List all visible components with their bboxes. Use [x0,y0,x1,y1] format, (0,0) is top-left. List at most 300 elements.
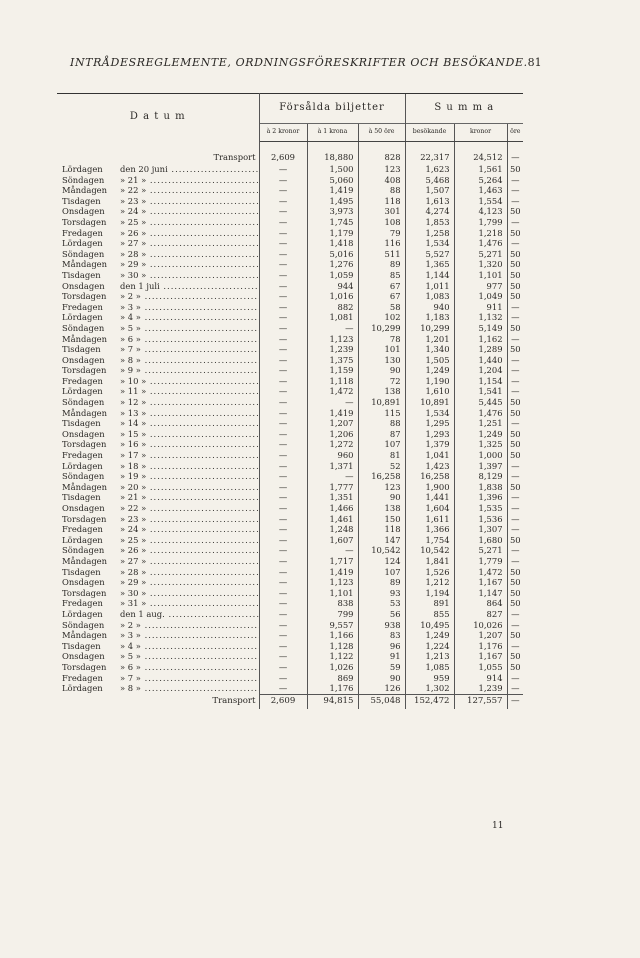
cell-1-krona: — [307,471,358,482]
cell-1-krona: 944 [307,281,358,292]
cell-kronor: 1,154 [454,376,507,387]
col-header-sold-tickets: Försålda biljetter [259,94,405,124]
weekday: Måndagen [62,333,108,344]
cell-50-ore: 938 [358,620,405,631]
cell-2-kronor: — [259,545,307,556]
table-row [57,556,523,567]
date-label: den 1 juli ..... [120,281,259,291]
cell-50-ore: 52 [358,461,405,472]
cell-kronor: 1,680 [454,535,507,546]
cell-2-kronor: — [259,355,307,366]
cell-kronor: 1,167 [454,577,507,588]
cell-kronor: 977 [454,281,507,292]
cell-visitors: 1,340 [405,344,454,355]
date-label: » 16 » ..... [120,439,259,449]
cell-visitors: 1,183 [405,312,454,323]
cell-1-krona: 1,472 [307,386,358,397]
weekday: Tisdagen [62,640,101,651]
cell-50-ore: 88 [358,418,405,429]
cell-1-krona: 960 [307,450,358,461]
date-cell [57,334,259,345]
cell-1-krona: 1,375 [307,355,358,366]
date-label: » 11 » ..... [120,386,259,396]
cell-kronor: 5,271 [454,545,507,556]
cell-visitors: 5,468 [405,175,454,186]
date-label: » 8 » ..... [120,683,259,693]
cell-1-krona: 5,016 [307,249,358,260]
table-row [57,281,523,292]
cell-2-kronor: — [259,598,307,609]
cell-ore: 50 [507,259,523,270]
cell-1-krona: 1,166 [307,630,358,641]
cell-kronor: 1,476 [454,408,507,419]
date-label: » 30 » ..... [120,588,259,598]
visitor-table [57,93,523,709]
cell-visitors: 5,527 [405,249,454,260]
cell-50-ore: 147 [358,535,405,546]
cell-ore: — [507,620,523,631]
weekday: Fredagen [62,227,103,238]
table-row [57,397,523,408]
cell-50-ore: 126 [358,683,405,694]
cell-1-krona: 1,206 [307,429,358,440]
cell-1-krona: 1,419 [307,408,358,419]
weekday: Tisdagen [62,492,101,503]
cell-2-kronor: — [259,450,307,461]
date-cell [57,291,259,302]
cell-kronor: 1,307 [454,524,507,535]
cell-visitors: 1,295 [405,418,454,429]
cell-1-krona: 1,276 [307,259,358,270]
cell-kronor: 1,535 [454,503,507,514]
col-header-datum: D a t u m [57,94,259,142]
weekday: Måndagen [62,259,108,270]
transport-label: Transport [57,150,259,164]
date-cell [57,673,259,684]
cell-visitors: 16,258 [405,471,454,482]
weekday: Lördagen [62,534,103,545]
cell-50-ore: 10,891 [358,397,405,408]
table-row [57,492,523,503]
table-row [57,651,523,662]
date-label: » 23 » ..... [120,196,259,206]
date-label: » 20 » ..... [120,482,259,492]
date-cell [57,355,259,366]
cell-ore: — [507,376,523,387]
date-label: » 21 » ..... [120,492,259,502]
cell-2-kronor: — [259,228,307,239]
date-label: » 17 » ..... [120,450,259,460]
cell-2-kronor: — [259,270,307,281]
cell-ore: — [507,609,523,620]
cell-kronor: 827 [454,609,507,620]
date-cell [57,270,259,281]
page-number: 81 [527,56,542,69]
cell-kronor: 1,249 [454,429,507,440]
cell-1-krona: 882 [307,302,358,313]
date-cell [57,567,259,578]
weekday: Måndagen [62,481,108,492]
date-label: » 29 » ..... [120,577,259,587]
cell-2-kronor: — [259,386,307,397]
date-label: » 5 » ..... [120,651,259,661]
cell-visitors: 1,366 [405,524,454,535]
cell-2-kronor: — [259,185,307,196]
table-row [57,228,523,239]
date-cell [57,376,259,387]
cell-kronor: 914 [454,673,507,684]
date-cell [57,281,259,292]
cell-2-kronor: — [259,651,307,662]
table-row [57,344,523,355]
cell-ore: 50 [507,482,523,493]
cell-1-krona: 1,461 [307,514,358,525]
cell-50-ore: 16,258 [358,471,405,482]
date-cell [57,344,259,355]
cell-2-kronor: — [259,471,307,482]
weekday: Tisdagen [62,566,101,577]
cell-2-kronor: — [259,323,307,334]
cell-50-ore: 90 [358,673,405,684]
date-cell [57,429,259,440]
cell-1-krona: 1,123 [307,577,358,588]
cell-2-kronor: — [259,588,307,599]
date-cell [57,206,259,217]
cell-kronor: 911 [454,302,507,313]
cell-kronor: 4,123 [454,206,507,217]
cell-visitors: 1,249 [405,630,454,641]
cell-2-kronor: — [259,429,307,440]
cell-ore: 50 [507,281,523,292]
cell-visitors: 1,507 [405,185,454,196]
cell-ore: — [507,461,523,472]
cell-50-ore: 123 [358,164,405,175]
date-cell [57,620,259,631]
weekday: Torsdagen [62,661,107,672]
cell-50-ore: 72 [358,376,405,387]
weekday: Måndagen [62,407,108,418]
cell-1-krona: 838 [307,598,358,609]
date-cell [57,588,259,599]
cell-ore: — [507,418,523,429]
cell-visitors: 1,610 [405,386,454,397]
cell-ore: — [507,641,523,652]
cell-ore: 50 [507,567,523,578]
cell-ore: 50 [507,270,523,281]
date-cell [57,164,259,175]
cell-kronor: 127,557 [454,694,507,709]
cell-50-ore: 10,299 [358,323,405,334]
weekday: Söndagen [62,248,105,259]
cell-50-ore: 96 [358,641,405,652]
weekday: Torsdagen [62,365,107,376]
cell-1-krona: 869 [307,673,358,684]
weekday: Torsdagen [62,216,107,227]
cell-1-krona: 1,745 [307,217,358,228]
date-label: » 5 » ..... [120,323,259,333]
cell-visitors: 1,611 [405,514,454,525]
cell-1-krona: 1,179 [307,228,358,239]
cell-50-ore: 93 [358,588,405,599]
date-cell [57,545,259,556]
cell-50-ore: 81 [358,450,405,461]
cell-1-krona: 1,777 [307,482,358,493]
cell-ore: — [507,492,523,503]
cell-ore: 50 [507,429,523,440]
cell-kronor: 5,271 [454,249,507,260]
cell-1-krona: 1,059 [307,270,358,281]
table-row [57,312,523,323]
cell-ore: — [507,302,523,313]
cell-ore: — [507,503,523,514]
cell-ore: 50 [507,535,523,546]
date-cell [57,471,259,482]
weekday: Söndagen [62,471,105,482]
cell-visitors: 1,534 [405,408,454,419]
cell-2-kronor: — [259,673,307,684]
table-row [57,418,523,429]
date-label: den 20 juni ..... [120,164,259,174]
table-row [57,206,523,217]
date-cell [57,482,259,493]
cell-50-ore: 88 [358,185,405,196]
cell-kronor: 1,440 [454,355,507,366]
date-label: » 27 » ..... [120,238,259,248]
cell-1-krona: 1,419 [307,185,358,196]
cell-kronor: 1,049 [454,291,507,302]
cell-visitors: 1,534 [405,238,454,249]
date-label: » 26 » ..... [120,545,259,555]
date-cell [57,418,259,429]
date-label: » 8 » ..... [120,355,259,365]
cell-ore: — [507,334,523,345]
cell-1-krona: 1,081 [307,312,358,323]
cell-2-kronor: — [259,196,307,207]
cell-kronor: 1,396 [454,492,507,503]
cell-visitors: 10,542 [405,545,454,556]
weekday: Måndagen [62,185,108,196]
date-label: » 4 » ..... [120,641,259,651]
cell-kronor: 1,167 [454,651,507,662]
cell-2-kronor: — [259,662,307,673]
cell-50-ore: 108 [358,217,405,228]
date-cell [57,259,259,270]
table-row [57,567,523,578]
cell-1-krona: 1,118 [307,376,358,387]
cell-ore: — [507,185,523,196]
cell-visitors: 1,302 [405,683,454,694]
date-label: » 6 » ..... [120,334,259,344]
date-label: » 29 » ..... [120,259,259,269]
date-cell [57,514,259,525]
cell-ore: 50 [507,577,523,588]
date-label: » 28 » ..... [120,567,259,577]
cell-2-kronor: — [259,641,307,652]
cell-2-kronor: — [259,503,307,514]
cell-kronor: 1,218 [454,228,507,239]
cell-visitors: 10,891 [405,397,454,408]
cell-kronor: 1,463 [454,185,507,196]
cell-2-kronor: — [259,376,307,387]
cell-kronor: 1,536 [454,514,507,525]
cell-ore: — [507,238,523,249]
cell-visitors: 1,841 [405,556,454,567]
cell-50-ore: 116 [358,238,405,249]
cell-ore: — [507,312,523,323]
cell-1-krona: 94,815 [307,694,358,709]
cell-50-ore: 90 [358,492,405,503]
cell-visitors: 10,495 [405,620,454,631]
cell-ore: — [507,514,523,525]
date-label: den 1 aug. ..... [120,609,259,619]
table-row [57,355,523,366]
cell-kronor: 1,472 [454,567,507,578]
cell-50-ore: 67 [358,291,405,302]
date-label: » 2 » ..... [120,291,259,301]
cell-1-krona: 18,880 [307,150,358,164]
cell-2-kronor: — [259,514,307,525]
cell-ore: 50 [507,651,523,662]
cell-1-krona: 9,557 [307,620,358,631]
table-row [57,609,523,620]
cell-50-ore: 102 [358,312,405,323]
cell-ore: — [507,217,523,228]
cell-2-kronor: — [259,344,307,355]
cell-2-kronor: — [259,524,307,535]
cell-visitors: 4,274 [405,206,454,217]
date-label: » 25 » ..... [120,217,259,227]
date-cell [57,662,259,673]
cell-1-krona: 3,973 [307,206,358,217]
cell-ore: 50 [507,408,523,419]
weekday: Torsdagen [62,439,107,450]
cell-50-ore: 59 [358,662,405,673]
cell-2-kronor: — [259,249,307,260]
date-label: » 31 » ..... [120,598,259,608]
cell-ore: 50 [507,291,523,302]
cell-50-ore: 138 [358,503,405,514]
weekday: Onsdagen [62,428,105,439]
cell-visitors: 1,900 [405,482,454,493]
cell-visitors: 1,505 [405,355,454,366]
weekday: Söndagen [62,397,105,408]
date-cell [57,175,259,186]
date-label: » 10 » ..... [120,376,259,386]
cell-kronor: 1,176 [454,641,507,652]
transport-label: Transport [57,694,259,709]
date-label: » 24 » ..... [120,524,259,534]
weekday: Fredagen [62,598,103,609]
date-label: » 18 » ..... [120,461,259,471]
weekday: Fredagen [62,524,103,535]
cell-visitors: 152,472 [405,694,454,709]
cell-2-kronor: — [259,620,307,631]
cell-2-kronor: — [259,492,307,503]
cell-50-ore: 53 [358,598,405,609]
cell-visitors: 1,011 [405,281,454,292]
cell-2-kronor: 2,609 [259,150,307,164]
date-cell [57,228,259,239]
date-cell [57,535,259,546]
cell-visitors: 855 [405,609,454,620]
cell-2-kronor: — [259,164,307,175]
table-row [57,365,523,376]
weekday: Lördagen [62,683,103,694]
col-header-ore: öre [507,124,523,142]
cell-visitors: 1,249 [405,365,454,376]
cell-visitors: 1,194 [405,588,454,599]
table-row [57,376,523,387]
cell-50-ore: 124 [358,556,405,567]
cell-visitors: 959 [405,673,454,684]
table-row [57,175,523,186]
transport-row-bottom [57,694,523,709]
table-row [57,461,523,472]
table-row [57,270,523,281]
weekday: Söndagen [62,174,105,185]
date-cell [57,450,259,461]
cell-visitors: 1,754 [405,535,454,546]
cell-ore: — [507,694,523,709]
weekday: Onsdagen [62,577,105,588]
cell-50-ore: 123 [358,482,405,493]
cell-kronor: 1,132 [454,312,507,323]
cell-1-krona: 1,418 [307,238,358,249]
date-label: » 7 » ..... [120,344,259,354]
date-label: » 14 » ..... [120,418,259,428]
cell-ore: — [507,524,523,535]
date-cell [57,323,259,334]
cell-2-kronor: — [259,567,307,578]
cell-visitors: 1,613 [405,196,454,207]
cell-kronor: 5,149 [454,323,507,334]
table-row [57,450,523,461]
weekday: Tisdagen [62,344,101,355]
cell-1-krona: 1,159 [307,365,358,376]
cell-visitors: 1,441 [405,492,454,503]
cell-1-krona: 1,607 [307,535,358,546]
cell-kronor: 5,264 [454,175,507,186]
cell-visitors: 1,144 [405,270,454,281]
table-row [57,334,523,345]
cell-1-krona: 1,466 [307,503,358,514]
weekday: Lördagen [62,164,103,174]
cell-50-ore: 130 [358,355,405,366]
cell-visitors: 1,853 [405,217,454,228]
cell-50-ore: 101 [358,344,405,355]
cell-1-krona: 1,717 [307,556,358,567]
date-cell [57,461,259,472]
cell-1-krona: 1,371 [307,461,358,472]
cell-1-krona: — [307,545,358,556]
cell-50-ore: 408 [358,175,405,186]
weekday: Tisdagen [62,195,101,206]
weekday: Fredagen [62,672,103,683]
header-row-groups [57,94,523,124]
cell-ore: — [507,386,523,397]
weekday: Onsdagen [62,206,105,217]
weekday: Lördagen [62,608,103,619]
cell-ore: — [507,355,523,366]
weekday: Lördagen [62,238,103,249]
cell-ore: — [507,365,523,376]
cell-2-kronor: — [259,238,307,249]
cell-50-ore: 78 [358,334,405,345]
cell-2-kronor: — [259,217,307,228]
cell-kronor: 1,397 [454,461,507,472]
cell-kronor: 1,779 [454,556,507,567]
cell-2-kronor: — [259,302,307,313]
